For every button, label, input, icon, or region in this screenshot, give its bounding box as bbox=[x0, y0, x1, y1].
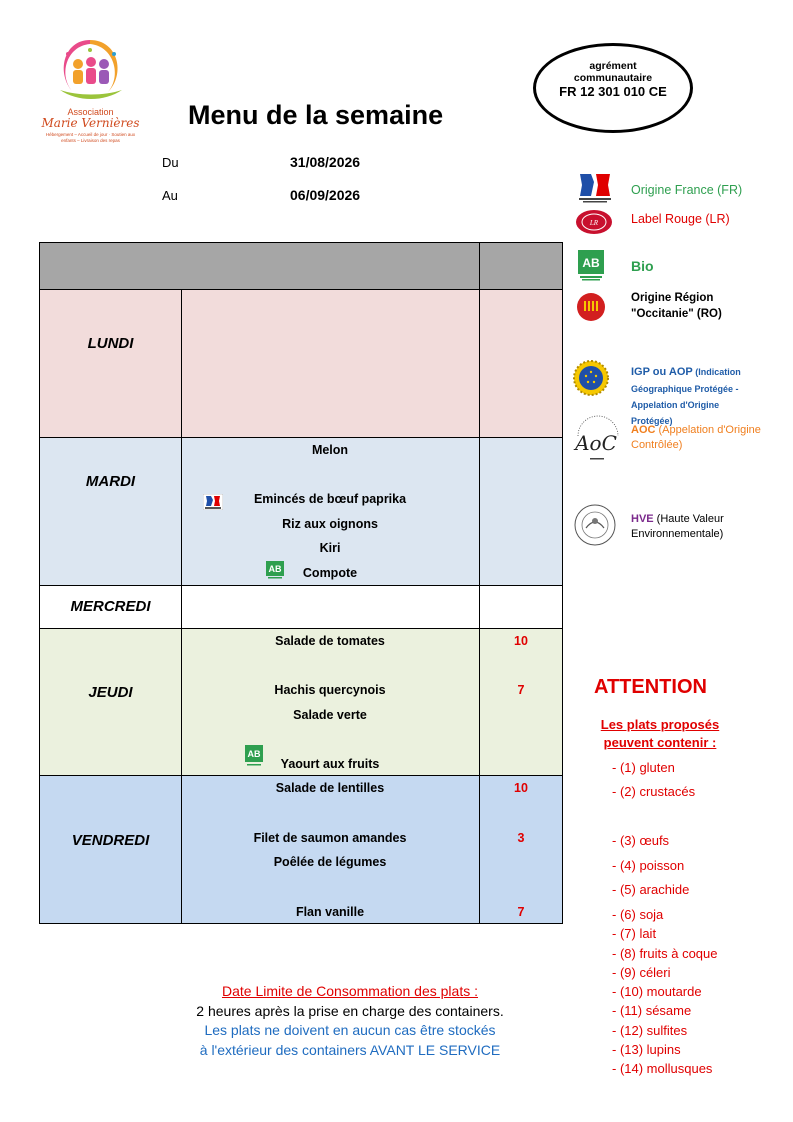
day-label-vendredi: VENDREDI bbox=[71, 832, 150, 849]
label-rouge-logo-icon bbox=[575, 208, 613, 236]
jeudi-day-cell bbox=[39, 628, 182, 776]
association-logo-icon bbox=[38, 34, 143, 104]
association-logo bbox=[38, 34, 143, 143]
agrement-line1: agrément bbox=[589, 60, 637, 72]
allergen-item: - (12) sulfites bbox=[612, 1023, 688, 1038]
svg-text:LR: LR bbox=[589, 219, 599, 227]
occitanie-logo-icon bbox=[576, 292, 606, 322]
dish-vendredi-1: Salade de lentilles bbox=[275, 781, 385, 795]
legend-origine-france: Origine France (FR) bbox=[631, 183, 743, 197]
legend-origine-region bbox=[631, 290, 722, 322]
allergen-item: - (5) arachide bbox=[612, 882, 690, 897]
legend-label-rouge: Label Rouge (LR) bbox=[631, 212, 730, 226]
lundi-dish-cell bbox=[181, 289, 480, 438]
bio-icon bbox=[245, 745, 263, 767]
lundi-day-cell bbox=[39, 289, 182, 438]
bio-logo-icon bbox=[578, 250, 604, 282]
dish-mardi-2: Emincés de bœuf paprika bbox=[253, 492, 407, 506]
agrement-badge bbox=[533, 43, 693, 133]
dish-mardi-4: Kiri bbox=[319, 541, 341, 555]
origine-france-icon bbox=[203, 494, 223, 510]
allergen-item: - (9) céleri bbox=[612, 965, 671, 980]
origine-france-logo-icon bbox=[577, 172, 613, 204]
mardi-day-cell bbox=[39, 437, 182, 586]
allergen-item: - (13) lupins bbox=[612, 1042, 681, 1057]
allergen-item: - (11) sésame bbox=[612, 1003, 692, 1018]
allergen-item: - (2) crustacés bbox=[612, 784, 696, 799]
dlc-title: Date Limite de Consommation des plats : bbox=[221, 983, 478, 999]
association-person: Marie Vernières bbox=[41, 116, 140, 130]
dish-vendredi-2: Filet de saumon amandes bbox=[253, 831, 407, 845]
dish-vendredi-3: Poêlée de légumes bbox=[273, 855, 387, 869]
igp-aop-logo-icon bbox=[573, 360, 609, 396]
allergen-item: - (6) soja bbox=[612, 907, 664, 922]
jeudi-dish-cell bbox=[181, 628, 480, 776]
mardi-dish-cell bbox=[181, 437, 480, 586]
page-title: Menu de la semaine bbox=[188, 100, 444, 130]
legend-aoc-title: AOC bbox=[631, 424, 656, 436]
allergen-jeudi-2: 7 bbox=[517, 683, 525, 697]
attention-warning bbox=[590, 716, 730, 752]
storage-warning-2: à l'extérieur des containers AVANT LE SERVICE bbox=[199, 1042, 501, 1058]
day-label-jeudi: JEUDI bbox=[88, 684, 133, 701]
vendredi-dish-cell bbox=[181, 775, 480, 924]
svg-text:AB: AB bbox=[582, 256, 600, 270]
allergen-vendredi-1: 10 bbox=[514, 781, 528, 795]
dish-jeudi-4: Yaourt aux fruits bbox=[280, 757, 380, 771]
hve-logo-icon bbox=[574, 504, 616, 546]
agrement-code: FR 12 301 010 CE bbox=[559, 84, 667, 99]
allergen-item: - (7) lait bbox=[612, 926, 657, 941]
allergen-vendredi-3: 7 bbox=[517, 905, 525, 919]
au-value: 06/09/2026 bbox=[290, 187, 361, 203]
allergen-item: - (10) moutarde bbox=[612, 984, 702, 999]
dish-mardi-3: Riz aux oignons bbox=[282, 517, 378, 531]
table-header-main bbox=[39, 242, 480, 290]
allergen-item: - (4) poisson bbox=[612, 858, 685, 873]
legend-igp-aop-title: IGP ou AOP bbox=[631, 366, 693, 378]
mercredi-dish-cell bbox=[181, 585, 480, 629]
allergen-vendredi-2: 3 bbox=[517, 831, 525, 845]
legend-origine-region-line1: Origine Région bbox=[631, 292, 714, 304]
du-value: 31/08/2026 bbox=[290, 154, 361, 170]
legend-origine-region-line2: "Occitanie" (RO) bbox=[631, 308, 722, 320]
mardi-allergen-cell bbox=[479, 437, 563, 586]
dish-jeudi-1: Salade de tomates bbox=[275, 634, 385, 648]
jeudi-allergen-cell bbox=[479, 628, 563, 776]
legend-igp-aop-desc: (Indication Géographique Protégée - Appelation d'Origine Protégée) bbox=[631, 367, 741, 426]
aoc-logo-icon bbox=[572, 414, 622, 464]
svg-text:AB: AB bbox=[268, 564, 282, 574]
association-name: Association bbox=[67, 107, 114, 117]
bio-icon bbox=[266, 561, 284, 579]
lundi-allergen-cell bbox=[479, 289, 563, 438]
legend-bio: Bio bbox=[631, 258, 654, 274]
dish-jeudi-2: Hachis quercynois bbox=[274, 683, 386, 697]
association-tagline: Hébergement – Accueil de jour · Soutien aux enfants – Livraison des repas bbox=[45, 132, 136, 143]
agrement-line2: communautaire bbox=[573, 72, 653, 84]
svg-text:AoC: AoC bbox=[575, 431, 617, 455]
legend-hve bbox=[631, 512, 761, 542]
svg-text:AB: AB bbox=[247, 749, 261, 759]
legend-aoc-desc: (Appelation d'Origine Contrôlée) bbox=[631, 424, 761, 451]
allergen-item: - (14) mollusques bbox=[612, 1061, 713, 1076]
dish-mardi-1: Melon bbox=[311, 443, 349, 457]
allergen-item: - (3) œufs bbox=[612, 833, 670, 848]
attention-warning-line1: Les plats proposés bbox=[600, 717, 720, 732]
dish-mardi-5: Compote bbox=[302, 566, 358, 580]
legend-aoc bbox=[631, 423, 761, 453]
au-label: Au bbox=[162, 188, 178, 203]
du-label: Du bbox=[162, 155, 179, 170]
attention-warning-line2: peuvent contenir : bbox=[603, 735, 717, 750]
vendredi-day-cell bbox=[39, 775, 182, 924]
legend-hve-desc: (Haute Valeur Environnementale) bbox=[631, 513, 724, 540]
storage-warning-1: Les plats ne doivent en aucun cas être stockés bbox=[204, 1022, 496, 1038]
attention-title: ATTENTION bbox=[594, 676, 707, 698]
allergen-item: - (1) gluten bbox=[612, 760, 675, 775]
legend-igp-aop bbox=[631, 363, 761, 428]
day-label-lundi: LUNDI bbox=[87, 335, 134, 352]
vendredi-allergen-cell bbox=[479, 775, 563, 924]
dish-vendredi-4: Flan vanille bbox=[295, 905, 365, 919]
allergen-item: - (8) fruits à coque bbox=[612, 946, 718, 961]
table-header-allergens bbox=[479, 242, 563, 290]
day-label-mercredi: MERCREDI bbox=[70, 598, 151, 615]
legend-hve-title: HVE bbox=[631, 513, 654, 525]
dish-jeudi-3: Salade verte bbox=[293, 708, 367, 722]
mercredi-allergen-cell bbox=[479, 585, 563, 629]
day-label-mardi: MARDI bbox=[85, 473, 136, 490]
dlc-detail: 2 heures après la prise en charge des containers. bbox=[196, 1003, 504, 1019]
allergen-jeudi-1: 10 bbox=[514, 634, 528, 648]
